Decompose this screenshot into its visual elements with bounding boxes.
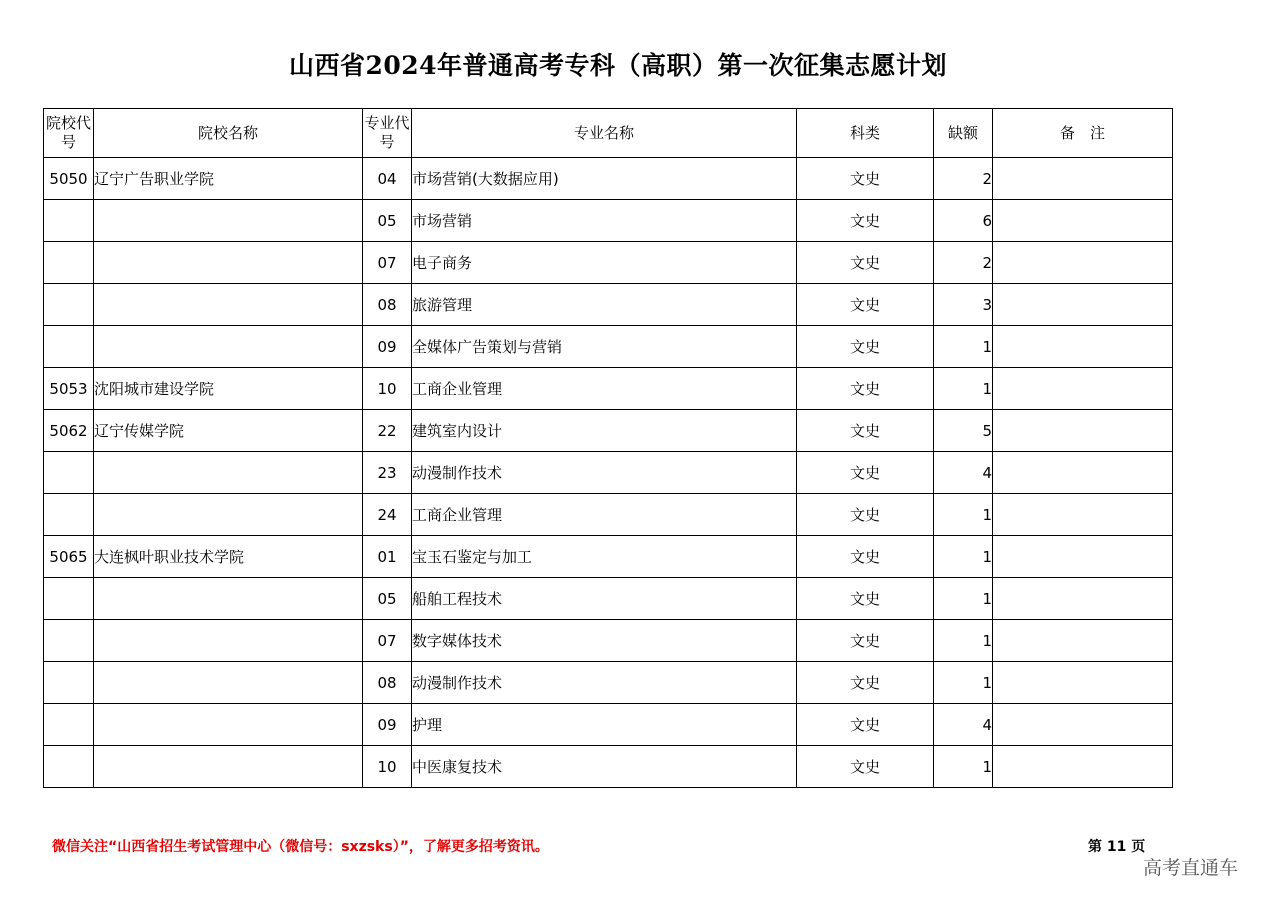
cell-major-code: 01 xyxy=(363,536,412,578)
cell-major-code: 05 xyxy=(363,200,412,242)
cell-school-name xyxy=(94,200,363,242)
cell-major-name: 护理 xyxy=(412,704,797,746)
cell-major-name: 数字媒体技术 xyxy=(412,620,797,662)
cell-major-code: 09 xyxy=(363,704,412,746)
cell-vacancy: 1 xyxy=(934,746,993,788)
table-row xyxy=(44,368,1173,410)
cell-school-code xyxy=(44,578,94,620)
enrollment-plan-table xyxy=(43,108,1173,788)
cell-category: 文史 xyxy=(797,704,934,746)
cell-major-code: 24 xyxy=(363,494,412,536)
cell-remarks xyxy=(993,200,1173,242)
table-row xyxy=(44,326,1173,368)
cell-major-name: 市场营销(大数据应用) xyxy=(412,158,797,200)
table-row xyxy=(44,494,1173,536)
cell-vacancy: 1 xyxy=(934,662,993,704)
cell-school-name: 沈阳城市建设学院 xyxy=(94,368,363,410)
header-category: 科类 xyxy=(797,109,934,158)
cell-major-name: 宝玉石鉴定与加工 xyxy=(412,536,797,578)
cell-school-code xyxy=(44,242,94,284)
cell-school-code xyxy=(44,326,94,368)
cell-category: 文史 xyxy=(797,326,934,368)
cell-vacancy: 3 xyxy=(934,284,993,326)
cell-category: 文史 xyxy=(797,284,934,326)
cell-major-name: 旅游管理 xyxy=(412,284,797,326)
cell-vacancy: 2 xyxy=(934,158,993,200)
cell-major-name: 市场营销 xyxy=(412,200,797,242)
cell-category: 文史 xyxy=(797,242,934,284)
cell-remarks xyxy=(993,620,1173,662)
cell-school-name xyxy=(94,326,363,368)
table-row xyxy=(44,158,1173,200)
table-body xyxy=(44,158,1173,788)
table-row xyxy=(44,662,1173,704)
cell-school-code xyxy=(44,704,94,746)
cell-school-code xyxy=(44,452,94,494)
table-row xyxy=(44,200,1173,242)
cell-school-name xyxy=(94,704,363,746)
table-header-row xyxy=(44,109,1173,158)
cell-remarks xyxy=(993,746,1173,788)
cell-vacancy: 1 xyxy=(934,578,993,620)
cell-remarks xyxy=(993,662,1173,704)
cell-major-code: 23 xyxy=(363,452,412,494)
page-number: 第 11 页 xyxy=(1088,839,1146,855)
cell-school-code: 5053 xyxy=(44,368,94,410)
cell-school-name xyxy=(94,620,363,662)
cell-school-name xyxy=(94,494,363,536)
cell-remarks xyxy=(993,158,1173,200)
cell-remarks xyxy=(993,326,1173,368)
cell-school-code xyxy=(44,284,94,326)
cell-major-name: 电子商务 xyxy=(412,242,797,284)
cell-vacancy: 4 xyxy=(934,452,993,494)
cell-major-code: 10 xyxy=(363,368,412,410)
cell-category: 文史 xyxy=(797,578,934,620)
cell-school-name xyxy=(94,662,363,704)
cell-remarks xyxy=(993,410,1173,452)
cell-category: 文史 xyxy=(797,158,934,200)
cell-major-code: 10 xyxy=(363,746,412,788)
cell-remarks xyxy=(993,284,1173,326)
cell-remarks xyxy=(993,704,1173,746)
cell-major-name: 动漫制作技术 xyxy=(412,662,797,704)
cell-major-code: 04 xyxy=(363,158,412,200)
cell-school-code xyxy=(44,746,94,788)
document-title: 山西省2024年普通高考专科（高职）第一次征集志愿计划 xyxy=(288,51,948,80)
table-row xyxy=(44,410,1173,452)
cell-category: 文史 xyxy=(797,620,934,662)
cell-school-name xyxy=(94,578,363,620)
header-major-name: 专业名称 xyxy=(412,109,797,158)
table-row xyxy=(44,746,1173,788)
cell-school-code xyxy=(44,662,94,704)
table-row xyxy=(44,704,1173,746)
cell-major-code: 08 xyxy=(363,284,412,326)
table-row xyxy=(44,536,1173,578)
cell-remarks xyxy=(993,494,1173,536)
cell-remarks xyxy=(993,368,1173,410)
cell-major-code: 07 xyxy=(363,242,412,284)
cell-category: 文史 xyxy=(797,494,934,536)
header-vacancy: 缺额 xyxy=(934,109,993,158)
cell-major-name: 中医康复技术 xyxy=(412,746,797,788)
cell-school-code xyxy=(44,200,94,242)
cell-major-code: 07 xyxy=(363,620,412,662)
cell-school-code xyxy=(44,494,94,536)
footer-wechat-note: 微信关注“山西省招生考试管理中心（微信号：sxzsks）”，了解更多招考资讯。 xyxy=(52,839,549,855)
header-remarks: 备 注 xyxy=(993,109,1173,158)
cell-vacancy: 4 xyxy=(934,704,993,746)
cell-remarks xyxy=(993,452,1173,494)
cell-major-name: 动漫制作技术 xyxy=(412,452,797,494)
cell-vacancy: 1 xyxy=(934,494,993,536)
cell-category: 文史 xyxy=(797,536,934,578)
cell-vacancy: 5 xyxy=(934,410,993,452)
cell-school-name: 辽宁传媒学院 xyxy=(94,410,363,452)
cell-school-name xyxy=(94,746,363,788)
table-row xyxy=(44,578,1173,620)
cell-school-name xyxy=(94,284,363,326)
cell-major-name: 工商企业管理 xyxy=(412,368,797,410)
cell-school-code: 5062 xyxy=(44,410,94,452)
table-row xyxy=(44,284,1173,326)
cell-major-name: 全媒体广告策划与营销 xyxy=(412,326,797,368)
table-row xyxy=(44,620,1173,662)
header-major-code: 专业代号 xyxy=(363,109,412,158)
cell-category: 文史 xyxy=(797,662,934,704)
cell-category: 文史 xyxy=(797,452,934,494)
cell-school-name xyxy=(94,452,363,494)
table-row xyxy=(44,452,1173,494)
cell-major-name: 建筑室内设计 xyxy=(412,410,797,452)
cell-category: 文史 xyxy=(797,746,934,788)
cell-category: 文史 xyxy=(797,200,934,242)
cell-major-code: 05 xyxy=(363,578,412,620)
cell-school-name: 辽宁广告职业学院 xyxy=(94,158,363,200)
cell-school-code: 5065 xyxy=(44,536,94,578)
cell-category: 文史 xyxy=(797,410,934,452)
cell-vacancy: 1 xyxy=(934,536,993,578)
cell-major-code: 09 xyxy=(363,326,412,368)
watermark-text: 高考直通车 xyxy=(1143,857,1239,879)
header-school-code: 院校代号 xyxy=(44,109,94,158)
header-school-name: 院校名称 xyxy=(94,109,363,158)
cell-vacancy: 1 xyxy=(934,368,993,410)
cell-school-code xyxy=(44,620,94,662)
table-row xyxy=(44,242,1173,284)
cell-major-code: 08 xyxy=(363,662,412,704)
cell-school-code: 5050 xyxy=(44,158,94,200)
cell-major-name: 船舶工程技术 xyxy=(412,578,797,620)
cell-major-code: 22 xyxy=(363,410,412,452)
cell-vacancy: 1 xyxy=(934,326,993,368)
cell-remarks xyxy=(993,536,1173,578)
cell-category: 文史 xyxy=(797,368,934,410)
cell-vacancy: 2 xyxy=(934,242,993,284)
cell-remarks xyxy=(993,242,1173,284)
cell-school-name: 大连枫叶职业技术学院 xyxy=(94,536,363,578)
cell-vacancy: 6 xyxy=(934,200,993,242)
cell-remarks xyxy=(993,578,1173,620)
cell-major-name: 工商企业管理 xyxy=(412,494,797,536)
cell-vacancy: 1 xyxy=(934,620,993,662)
cell-school-name xyxy=(94,242,363,284)
